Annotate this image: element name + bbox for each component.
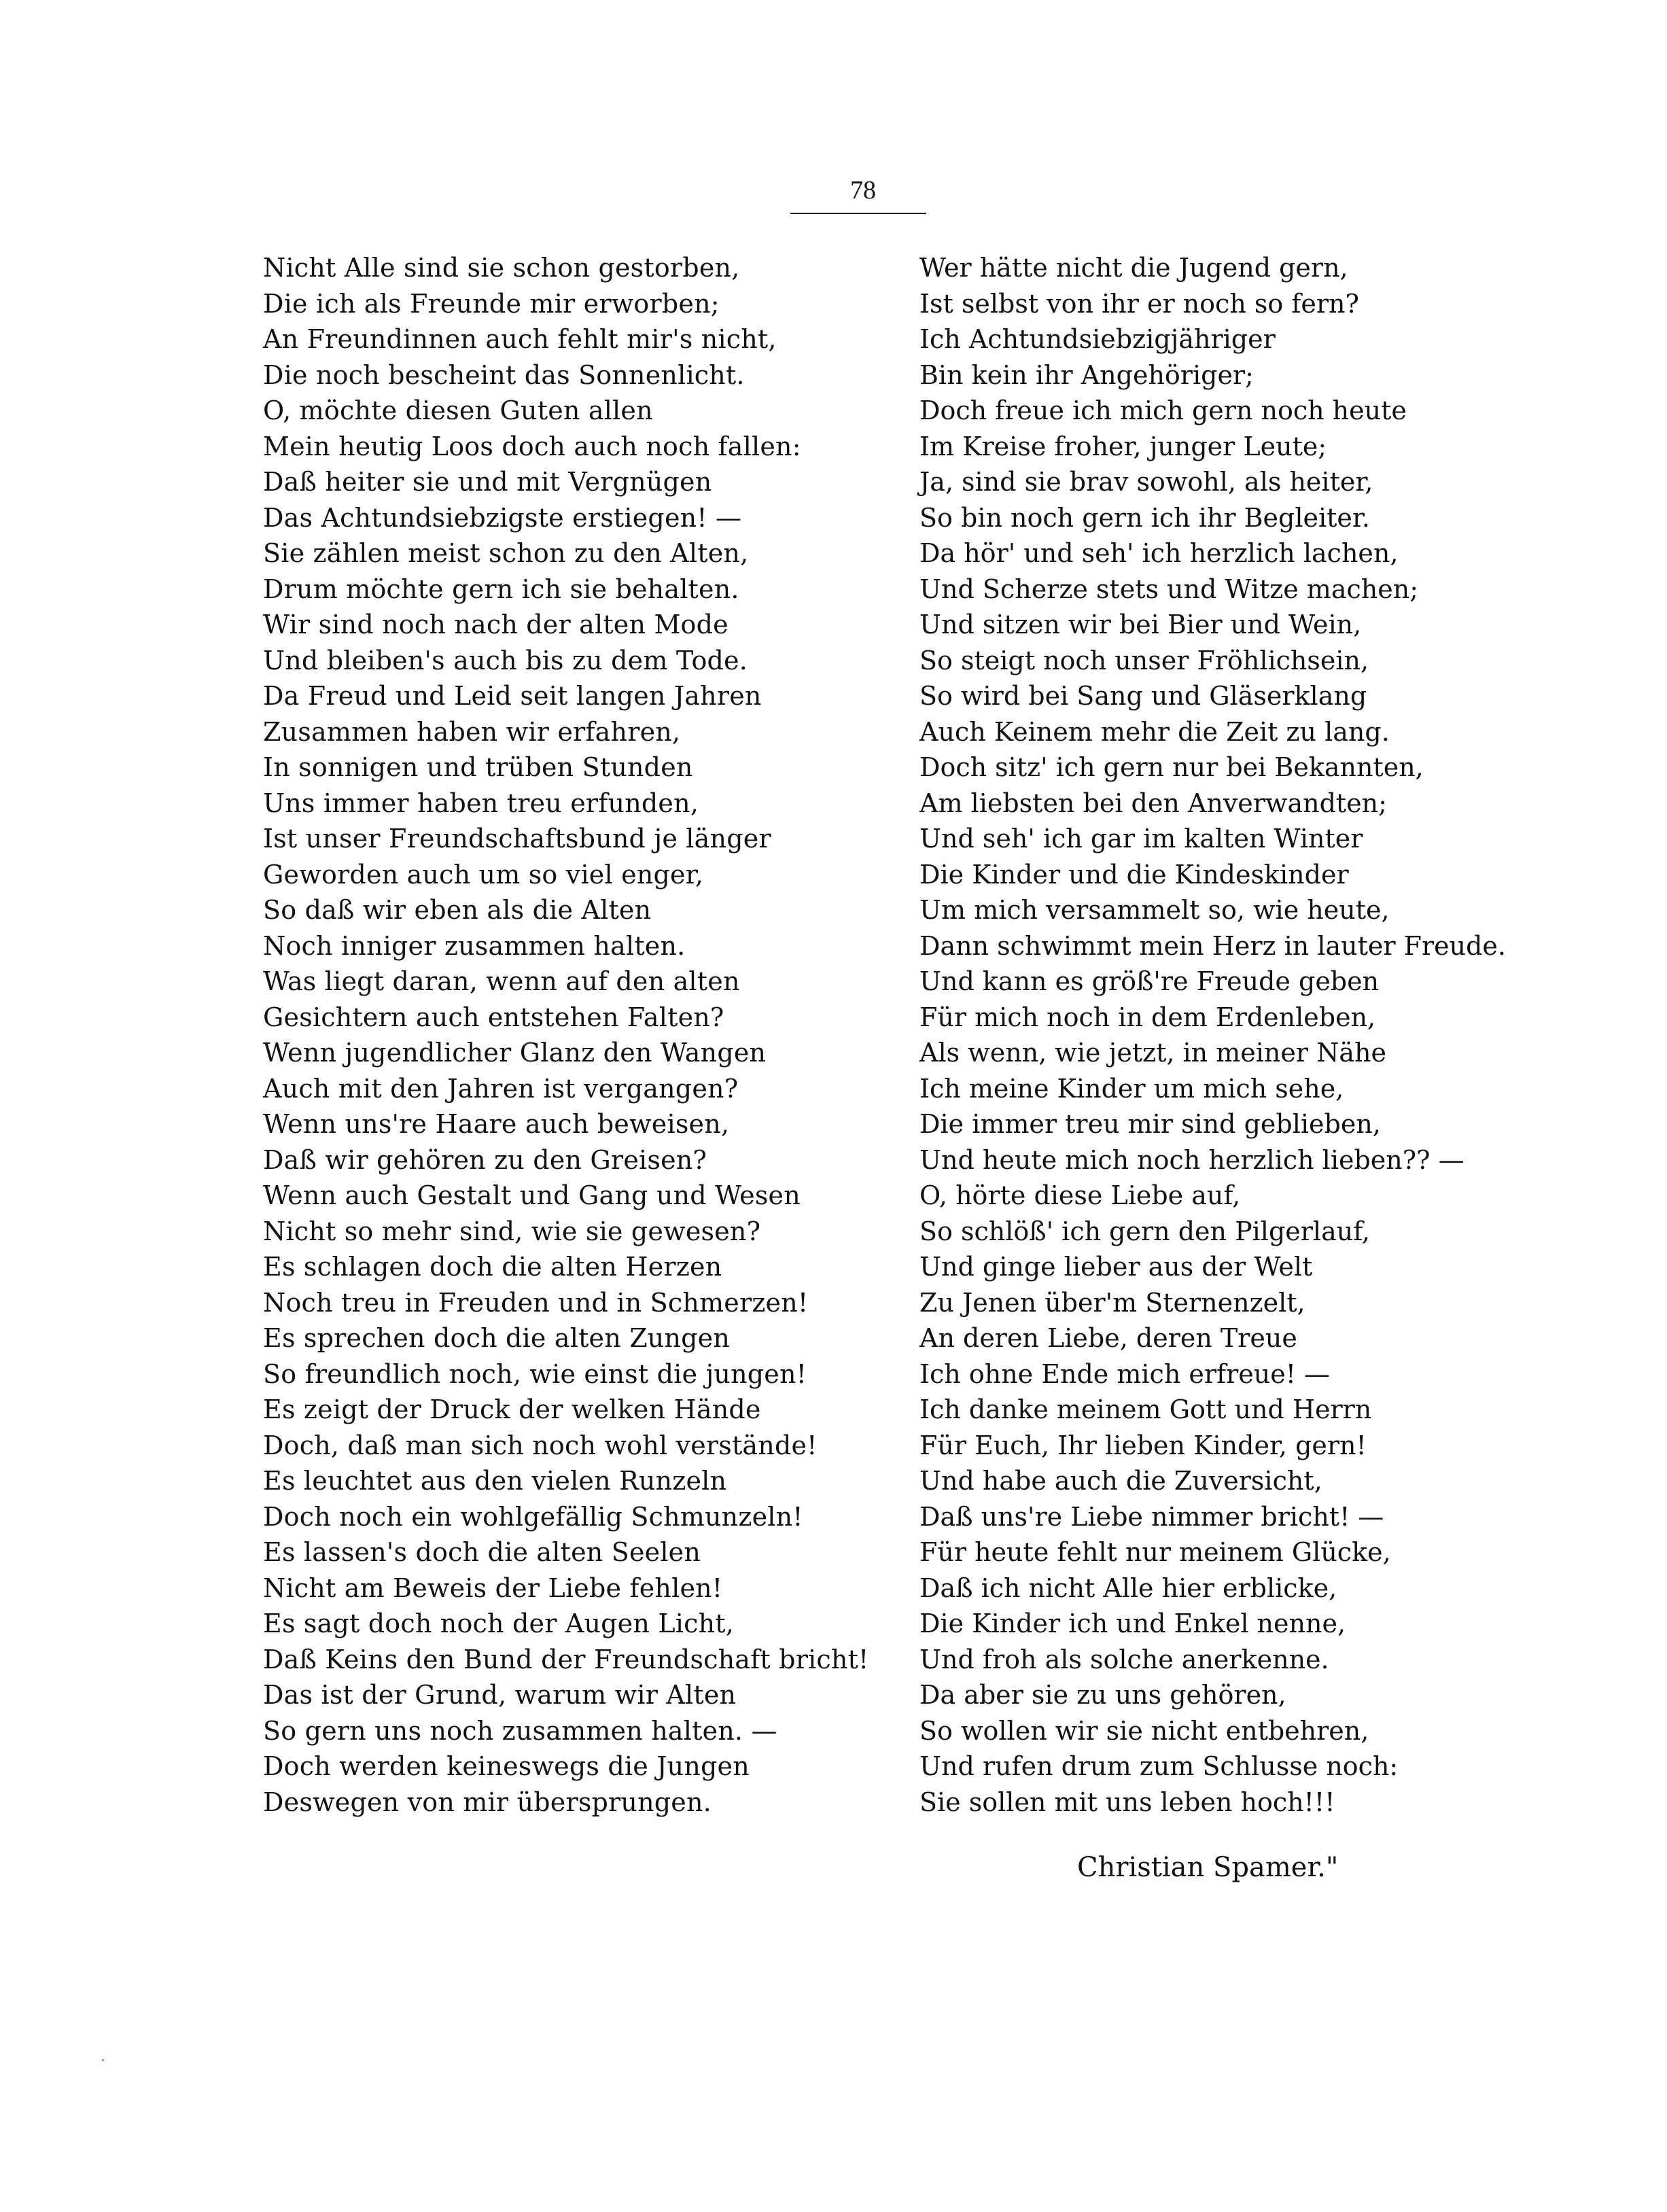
verse-line: Es schlagen doch die alten Herzen (263, 1252, 722, 1282)
verse-line: So bin noch gern ich ihr Begleiter. (919, 502, 1370, 533)
verse-line: Da aber sie zu uns gehören, (919, 1680, 1286, 1710)
verse-line: Als wenn, wie jetzt, in meiner Nähe (919, 1038, 1386, 1068)
verse-line: Für heute fehlt nur meinem Glücke, (919, 1537, 1391, 1567)
verse-line: Ich meine Kinder um mich sehe, (919, 1073, 1344, 1104)
verse-line: Daß heiter sie und mit Vergnügen (263, 467, 712, 497)
verse-line: Und sitzen wir bei Bier und Wein, (919, 610, 1362, 639)
verse-line: Was liegt daran, wenn auf den alten (263, 966, 740, 996)
verse-line: Doch freue ich mich gern noch heute (919, 396, 1407, 425)
verse-line: So daß wir eben als die Alten (263, 895, 652, 925)
verse-line: Noch treu in Freuden und in Schmerzen! (263, 1287, 809, 1318)
verse-line: Auch mit den Jahren ist vergangen? (263, 1073, 739, 1104)
verse-line: An Freundinnen auch fehlt mir's nicht, (263, 324, 777, 354)
verse-line: Die Kinder ich und Enkel nenne, (919, 1609, 1346, 1638)
verse-line: Bin kein ihr Angehöriger; (919, 359, 1254, 390)
verse-line: Die noch bescheint das Sonnenlicht. (263, 359, 745, 390)
verse-line: Und ginge lieber aus der Welt (919, 1252, 1313, 1282)
verse-line: So schlöß' ich gern den Pilgerlauf, (919, 1216, 1370, 1246)
verse-line: Wer hätte nicht die Jugend gern, (919, 253, 1348, 283)
verse-line: Auch Keinem mehr die Zeit zu lang. (919, 716, 1390, 747)
verse-line: Es lassen's doch die alten Seelen (263, 1537, 701, 1567)
header-rule (790, 213, 926, 214)
verse-line: Doch sitz' ich gern nur bei Bekannten, (919, 752, 1424, 782)
verse-line: Daß wir gehören zu den Greisen? (263, 1144, 707, 1175)
verse-line: Und habe auch die Zuversicht, (919, 1466, 1322, 1496)
verse-line: Da Freud und Leid seit langen Jahren (263, 681, 762, 711)
verse-line: Das Achtundsiebzigste erstiegen! — (263, 502, 742, 533)
verse-line: Wenn uns're Haare auch beweisen, (263, 1109, 730, 1139)
verse-line: Sie zählen meist schon zu den Alten, (263, 538, 749, 568)
verse-line: Ich ohne Ende mich erfreue! — (919, 1358, 1331, 1389)
verse-line: Für mich noch in dem Erdenleben, (919, 1002, 1376, 1032)
page-number: 78 (850, 176, 876, 205)
verse-line: Ist selbst von ihr er noch so fern? (919, 288, 1359, 319)
verse-line: Das ist der Grund, warum wir Alten (263, 1680, 737, 1710)
verse-line: So gern uns noch zusammen halten. — (263, 1715, 777, 1746)
verse-line: Und Scherze stets und Witze machen; (919, 574, 1419, 604)
verse-line: Nicht so mehr sind, wie sie gewesen? (263, 1216, 761, 1246)
verse-line: Dann schwimmt mein Herz in lauter Freude. (919, 930, 1506, 961)
verse-line: Und bleiben's auch bis zu dem Tode. (263, 645, 748, 675)
verse-line: Es sprechen doch die alten Zungen (263, 1323, 731, 1353)
verse-line: Die ich als Freunde mir erworben; (263, 288, 720, 319)
verse-line: Deswegen von mir übersprungen. (263, 1787, 712, 1817)
verse-line: So freundlich noch, wie einst die jungen! (263, 1358, 807, 1389)
verse-line: Uns immer haben treu erfunden, (263, 788, 699, 818)
verse-line: Wir sind noch nach der alten Mode (263, 610, 729, 639)
verse-line: So wird bei Sang und Gläserklang (919, 681, 1367, 711)
verse-line: Im Kreise froher, junger Leute; (919, 431, 1327, 461)
verse-line: Zu Jenen über'm Sternenzelt, (919, 1287, 1305, 1318)
verse-line: Die Kinder und die Kindeskinder (919, 859, 1349, 890)
poem-right-column (919, 250, 1599, 1820)
verse-line: Drum möchte gern ich sie behalten. (263, 574, 739, 604)
verse-line: Die immer treu mir sind geblieben, (919, 1109, 1381, 1139)
verse-line: Es leuchtet aus den vielen Runzeln (263, 1466, 727, 1496)
verse-line: Doch noch ein wohlgefällig Schmunzeln! (263, 1501, 803, 1532)
verse-line: Für Euch, Ihr lieben Kinder, gern! (919, 1430, 1367, 1460)
verse-line: Daß ich nicht Alle hier erblicke, (919, 1573, 1337, 1603)
verse-line: Daß uns're Liebe nimmer bricht! — (919, 1501, 1384, 1532)
verse-line: In sonnigen und trüben Stunden (263, 752, 693, 782)
signature: Christian Spamer." (1077, 1852, 1339, 1883)
verse-line: Ich Achtundsiebzigjähriger (919, 324, 1276, 354)
verse-line: Sie sollen mit uns leben hoch!!! (919, 1787, 1335, 1817)
verse-line: Und heute mich noch herzlich lieben?? — (919, 1144, 1464, 1175)
verse-line: O, hörte diese Liebe auf, (919, 1180, 1241, 1210)
verse-line: Da hör' und seh' ich herzlich lachen, (919, 538, 1399, 568)
verse-line: Doch, daß man sich noch wohl verstände! (263, 1430, 818, 1460)
verse-line: Wenn jugendlicher Glanz den Wangen (263, 1038, 767, 1068)
verse-line: Geworden auch um so viel enger, (263, 859, 704, 890)
verse-line: So steigt noch unser Fröhlichsein, (919, 645, 1369, 675)
verse-line: Und kann es größ're Freude geben (919, 966, 1380, 996)
verse-line: Und rufen drum zum Schlusse noch: (919, 1751, 1399, 1781)
verse-line: Ist unser Freundschaftsbund je länger (263, 824, 771, 854)
verse-line: Es sagt doch noch der Augen Licht, (263, 1609, 735, 1638)
verse-line: Nicht am Beweis der Liebe fehlen! (263, 1573, 723, 1603)
verse-line: Wenn auch Gestalt und Gang und Wesen (263, 1180, 801, 1210)
paper-speck (102, 2059, 104, 2061)
verse-line: Noch inniger zusammen halten. (263, 930, 686, 961)
verse-line: Mein heutig Loos doch auch noch fallen: (263, 431, 801, 461)
verse-line: Um mich versammelt so, wie heute, (919, 895, 1390, 925)
verse-line: Zusammen haben wir erfahren, (263, 716, 681, 747)
verse-line: Daß Keins den Bund der Freundschaft bricht! (263, 1644, 869, 1674)
verse-line: Ja, sind sie brav sowohl, als heiter, (919, 467, 1373, 497)
verse-line: Gesichtern auch entstehen Falten? (263, 1002, 724, 1032)
verse-line: Doch werden keineswegs die Jungen (263, 1751, 750, 1781)
verse-line: Nicht Alle sind sie schon gestorben, (263, 253, 740, 283)
verse-line: Es zeigt der Druck der welken Hände (263, 1394, 761, 1424)
verse-line: So wollen wir sie nicht entbehren, (919, 1715, 1369, 1746)
verse-line: Und froh als solche anerkenne. (919, 1644, 1329, 1674)
poem-left-column (263, 250, 869, 1820)
verse-line: Und seh' ich gar im kalten Winter (919, 824, 1363, 854)
verse-line: Ich danke meinem Gott und Herrn (919, 1394, 1372, 1424)
verse-line: O, möchte diesen Guten allen (263, 396, 653, 425)
verse-line: An deren Liebe, deren Treue (919, 1323, 1297, 1353)
verse-line: Am liebsten bei den Anverwandten; (919, 788, 1387, 818)
